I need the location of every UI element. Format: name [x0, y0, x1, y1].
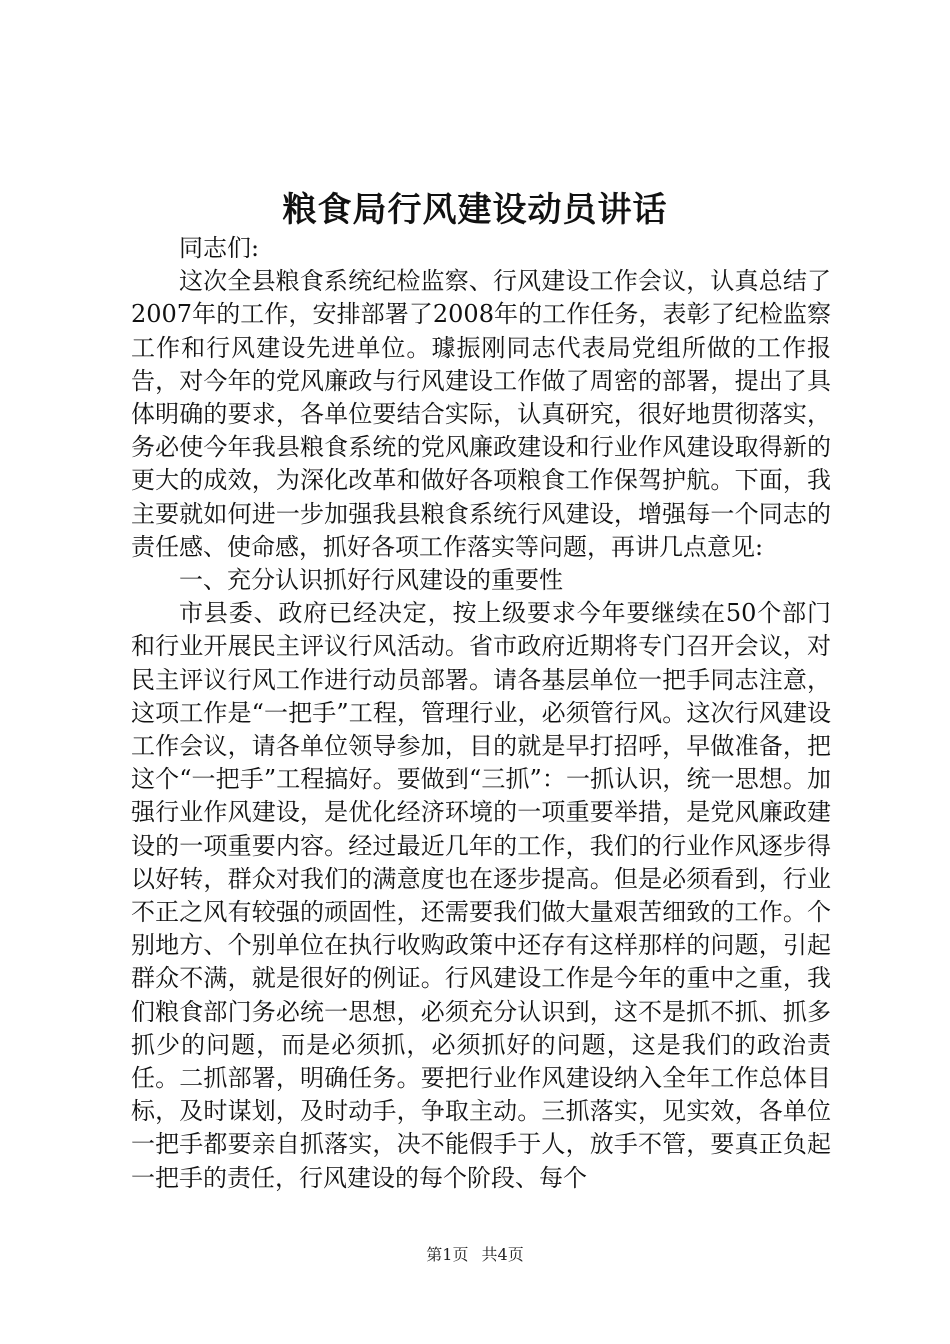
section-paragraph: 市县委、政府已经决定，按上级要求今年要继续在50个部门和行业开展民主评议行风活动。省市政府近期将专门召开会议，对民主评议行风工作进行动员部署。请各基层单位一把手同志注意，这项工作是“一把手”工程，管理行业，必须管行风。这次行风建设工作会议，请各单位领导参加，目的就是早打招呼，早做准备，把这个“一把手”工程搞好。要做到“三抓”：一抓认识，统一思想。加强行业作风建设，是优化经济环境的一项重要举措，是党风廉政建设的一项重要内容。经过最近几年的工作，我们的行业作风逐步得以好转，群众对我们的满意度也在逐步提高。但是必须看到，行业不正之风有较强的顽固性，还需要我们做大量艰苦细致的工作。个别地方、个别单位在执行收购政策中还存有这样那样的问题，引起群众不满，就是很好的例证。行风建设工作是今年的重中之重，我们粮食部门务必统一思想，必须充分认识到，这不是抓不抓、抓多抓少的问题，而是必须抓，必须抓好的问题，这是我们的政治责任。二抓部署，明确任务。要把行业作风建设纳入全年工作总体目标，及时谋划，及时动手，争取主动。三抓落实，见实效，各单位一把手都要亲自抓落实，决不能假手于人，放手不管，要真正负起一把手的责任，行风建设的每个阶段、每个: [131, 599, 831, 1192]
intro-paragraph: 这次全县粮食系统纪检监察、行风建设工作会议，认真总结了2007年的工作，安排部署了2008年的工作任务，表彰了纪检监察工作和行风建设先进单位。璩振刚同志代表局党组所做的工作报告，对今年的党风廉政与行风建设工作做了周密的部署，提出了具体明确的要求，各单位要结合实际，认真研究，很好地贯彻落实，务必使今年我县粮食系统的党风廉政建设和行业作风建设取得新的更大的成效，为深化改革和做好各项粮食工作保驾护航。下面，我主要就如何进一步加强我县粮食系统行风建设，增强每一个同志的责任感、使命感，抓好各项工作落实等问题，再讲几点意见:: [131, 267, 831, 561]
page-number: 第1页: [426, 1245, 469, 1264]
salutation-paragraph: 同志们:: [179, 234, 260, 262]
document-body: [131, 232, 831, 1195]
document-title: 粮食局行风建设动员讲话: [282, 190, 668, 230]
page-total: 共4页: [481, 1245, 524, 1264]
section-heading: 一、充分认识抓好行风建设的重要性: [179, 566, 563, 595]
page-footer: [0, 1244, 950, 1266]
